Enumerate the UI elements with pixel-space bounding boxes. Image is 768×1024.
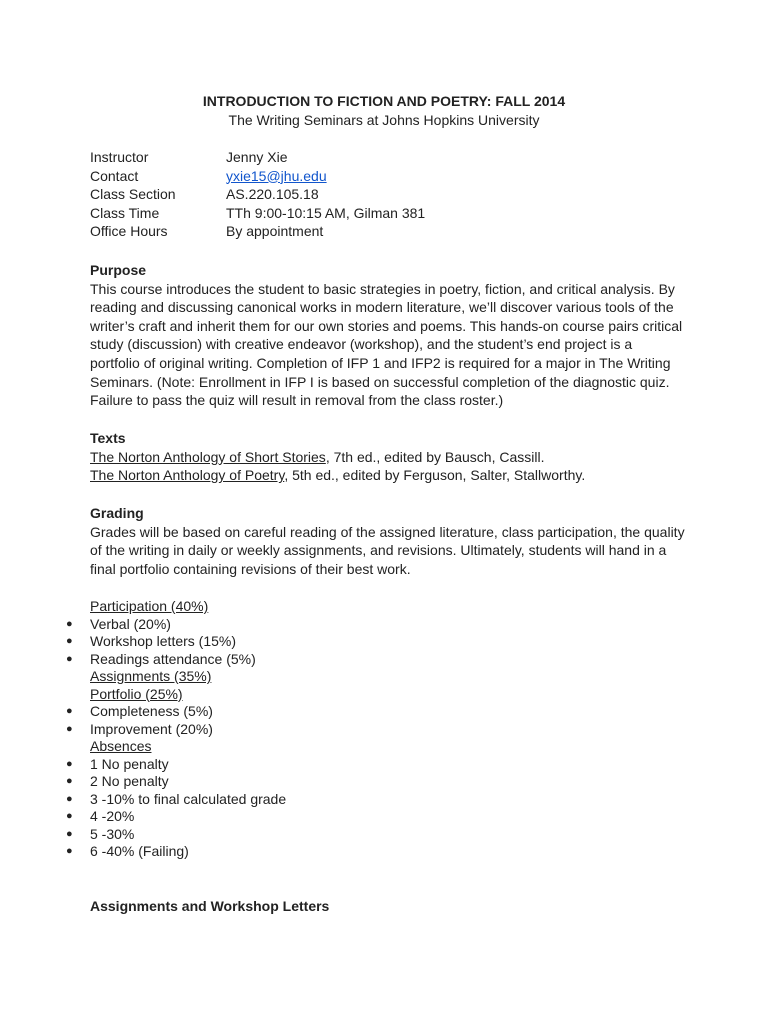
list-item-text: 2 No penalty xyxy=(90,773,169,789)
list-item xyxy=(0,826,700,844)
purpose-line: portfolio of original writing. Completion of IFP 1 and IFP2 is required for a major in The Writing xyxy=(90,354,671,371)
purpose-line: reading and discussing canonical works in modern literature, we’ll discover various tools of the xyxy=(90,299,674,316)
assignments-heading: Assignments and Workshop Letters xyxy=(90,898,330,914)
category-heading: Participation (40%) xyxy=(90,598,209,614)
category-heading: Absences xyxy=(90,738,152,754)
book-details: , 7th ed., edited by Bausch, Cassill. xyxy=(325,448,545,465)
purpose-section xyxy=(90,261,690,410)
list-item xyxy=(0,633,700,651)
contact-label: Contact xyxy=(90,167,139,184)
text-item xyxy=(90,448,690,467)
list-item-text: 3 -10% to final calculated grade xyxy=(90,790,287,807)
section-value: AS.220.105.18 xyxy=(226,186,319,203)
grading-line: final portfolio containing revisions of their best work. xyxy=(90,560,411,577)
list-item-text: Completeness (5%) xyxy=(90,703,213,719)
class-time-label: Class Time xyxy=(90,204,160,221)
grading-section xyxy=(90,504,690,578)
category-row xyxy=(0,738,700,756)
office-hours-value: By appointment xyxy=(226,223,324,240)
instructor-value: Jenny Xie xyxy=(226,149,288,165)
contact-email-link[interactable]: yxie15@jhu.edu xyxy=(226,167,327,184)
bullet-icon: ● xyxy=(66,810,73,822)
list-item-text: 1 No penalty xyxy=(90,755,169,772)
list-item xyxy=(0,721,700,739)
bullet-icon: ● xyxy=(66,722,73,735)
bullet-icon: ● xyxy=(66,652,73,665)
bullet-icon: ● xyxy=(66,617,73,630)
list-item-text: 4 -20% xyxy=(90,808,135,824)
list-item xyxy=(0,651,700,669)
bullet-icon: ● xyxy=(66,705,73,717)
grading-line: Grades will be based on careful reading of the assigned literature, class participation, the quality xyxy=(90,523,685,540)
list-item-text: Verbal (20%) xyxy=(90,615,171,632)
purpose-line: This course introduces the student to basic strategies in poetry, fiction, and critical analysis. By xyxy=(90,280,675,297)
purpose-line: Failure to pass the quiz will result in removal from the class roster.) xyxy=(90,392,504,409)
bullet-icon: ● xyxy=(66,775,73,787)
class-time-value: TTh 9:00-10:15 AM, Gilman 381 xyxy=(226,204,426,221)
instructor-row xyxy=(90,148,425,167)
office-hours-label: Office Hours xyxy=(90,223,168,240)
section-label: Class Section xyxy=(90,186,176,203)
list-item xyxy=(0,808,700,826)
list-item-text: 6 -40% (Failing) xyxy=(90,843,189,859)
list-item xyxy=(0,791,700,809)
grade-breakdown xyxy=(0,598,700,861)
category-heading: Portfolio (25%) xyxy=(90,685,183,702)
list-item xyxy=(0,773,700,791)
category-heading: Assignments (35%) xyxy=(90,668,212,684)
class-time-row xyxy=(90,204,425,223)
list-item-text: Readings attendance (5%) xyxy=(90,650,256,667)
purpose-line: study (discussion) with creative endeavor (workshop), and the student’s end project is a xyxy=(90,336,633,353)
office-hours-row xyxy=(90,222,425,241)
bullet-icon: ● xyxy=(66,827,73,840)
list-item xyxy=(0,756,700,774)
course-info xyxy=(90,148,425,241)
book-title: The Norton Anthology of Poetry xyxy=(90,467,285,484)
purpose-line: Seminars. (Note: Enrollment in IFP I is based on successful completion of the diagnostic quiz. xyxy=(90,373,670,390)
grading-line: of the writing in daily or weekly assignments, and revisions. Ultimately, students will hand in a xyxy=(90,542,667,559)
bullet-icon: ● xyxy=(66,845,73,857)
list-item-text: Improvement (20%) xyxy=(90,720,213,737)
purpose-heading: Purpose xyxy=(90,262,147,278)
texts-section xyxy=(90,429,690,485)
document-title: INTRODUCTION TO FICTION AND POETRY: FALL 2014 xyxy=(202,93,566,109)
list-item-text: Workshop letters (15%) xyxy=(90,633,237,649)
book-details: , 5th ed., edited by Ferguson, Salter, Stallworthy. xyxy=(284,467,586,484)
bullet-icon: ● xyxy=(66,635,73,647)
category-row xyxy=(0,686,700,704)
bullet-icon: ● xyxy=(66,757,73,770)
instructor-label: Instructor xyxy=(90,149,149,165)
list-item-text: 5 -30% xyxy=(90,825,135,842)
category-row xyxy=(0,668,700,686)
list-item xyxy=(0,843,700,861)
document-subtitle: The Writing Seminars at Johns Hopkins University xyxy=(228,112,540,128)
texts-heading: Texts xyxy=(90,430,126,446)
category-row xyxy=(0,598,700,616)
section-row xyxy=(90,185,425,204)
purpose-line: writer’s craft and inherit them for our own stories and poems. This hands-on course pairs critical xyxy=(90,317,683,334)
book-title: The Norton Anthology of Short Stories xyxy=(90,448,326,465)
list-item xyxy=(0,703,700,721)
contact-row xyxy=(90,167,425,186)
list-item xyxy=(0,616,700,634)
bullet-icon: ● xyxy=(66,792,73,805)
grading-heading: Grading xyxy=(90,505,144,521)
text-item xyxy=(90,466,690,485)
